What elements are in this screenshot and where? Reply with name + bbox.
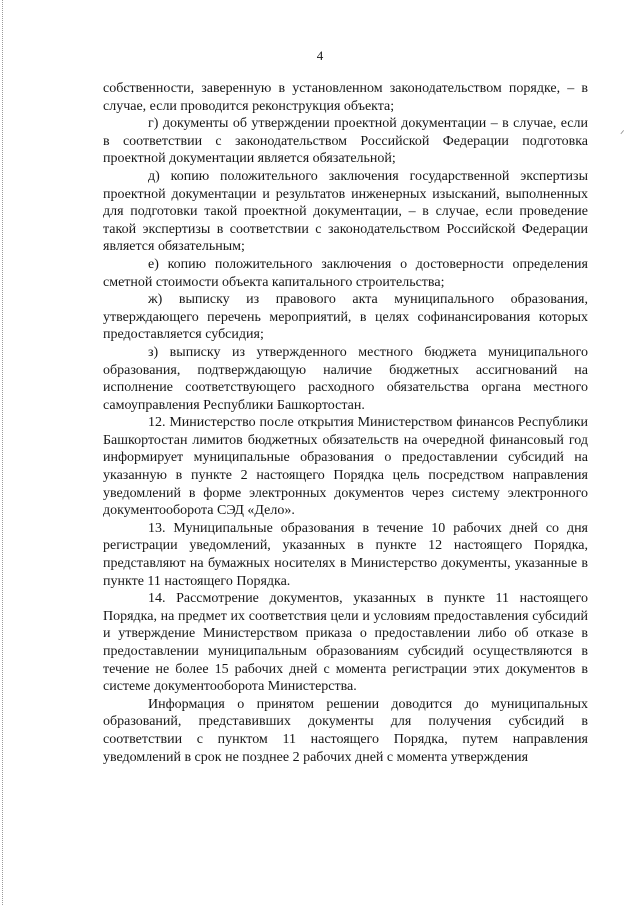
paragraph-point-12: 12. Министерство после открытия Министерством финансов Республики Башкортостан лимитов бюджетных обязательств на очередной финансовый год информирует муниципальные образования о предоставлении субсидий на указанную в пункте 2 настоящего Порядка цель посредством направления уведомлений в форме электронных документов через систему электронного документооборота СЭД «Дело». bbox=[103, 415, 588, 519]
paragraph-item-z: з) выписку из утвержденного местного бюджета муниципального образования, подтверждающую наличие бюджетных ассигнований на исполнение соответствующего расходного обязательства органа местного самоуправления Республики Башкортостан. bbox=[103, 344, 588, 413]
paragraph-item-zh: ж) выписку из правового акта муниципального образования, утверждающего перечень мероприятий, в целях софинансирования которых предоставляется субсидия; bbox=[103, 292, 588, 343]
paragraph-point-13: 13. Муниципальные образования в течение 10 рабочих дней со дня регистрации уведомлений, указанных в пункте 12 настоящего Порядка, представляют на бумажных носителях в Министерство документы, указанные в пункте 11 настоящего Порядка. bbox=[103, 520, 588, 589]
document-body bbox=[103, 80, 588, 766]
page-number: 4 bbox=[316, 48, 324, 63]
paragraph-item-g: г) документы об утверждении проектной документации – в случае, если в соответствии с законодательством Российской Федерации подготовка проектной документации является обязательной; bbox=[103, 116, 588, 167]
margin-mark: ᐟ bbox=[620, 129, 625, 141]
scan-edge-mark bbox=[2, 0, 7, 905]
paragraph-ownership-copy: собственности, заверенную в установленном законодательством порядке, – в случае, если проводится реконструкция объекта; bbox=[103, 81, 588, 114]
paragraph-point-14: 14. Рассмотрение документов, указанных в пункте 11 настоящего Порядка, на предмет их соответствия цели и условиям предоставления субсидий и утверждение Министерством приказа о предоставлении либо об отказе в предоставлении муниципальным образованиям субсидий осуществляются в течение не более 15 рабочих дней с момента регистрации этих документов в системе документооборота Министерства. bbox=[103, 591, 588, 695]
paragraph-item-e: е) копию положительного заключения о достоверности определения сметной стоимости объекта капитального строительства; bbox=[103, 256, 588, 290]
paragraph-decision-info: Информация о принятом решении доводится до муниципальных образований, представивших документы для получения субсидий в соответствии с пунктом 11 настоящего Порядка, путем направления уведомлений в срок не позднее 2 рабочих дней с момента утверждения bbox=[103, 696, 588, 765]
paragraph-item-d: д) копию положительного заключения государственной экспертизы проектной документации и результатов инженерных изысканий, выполненных для подготовки такой проектной документации, – в случае, если проведение такой экспертизы в соответствии с законодательством Российской Федерации является обязательным; bbox=[103, 168, 588, 255]
